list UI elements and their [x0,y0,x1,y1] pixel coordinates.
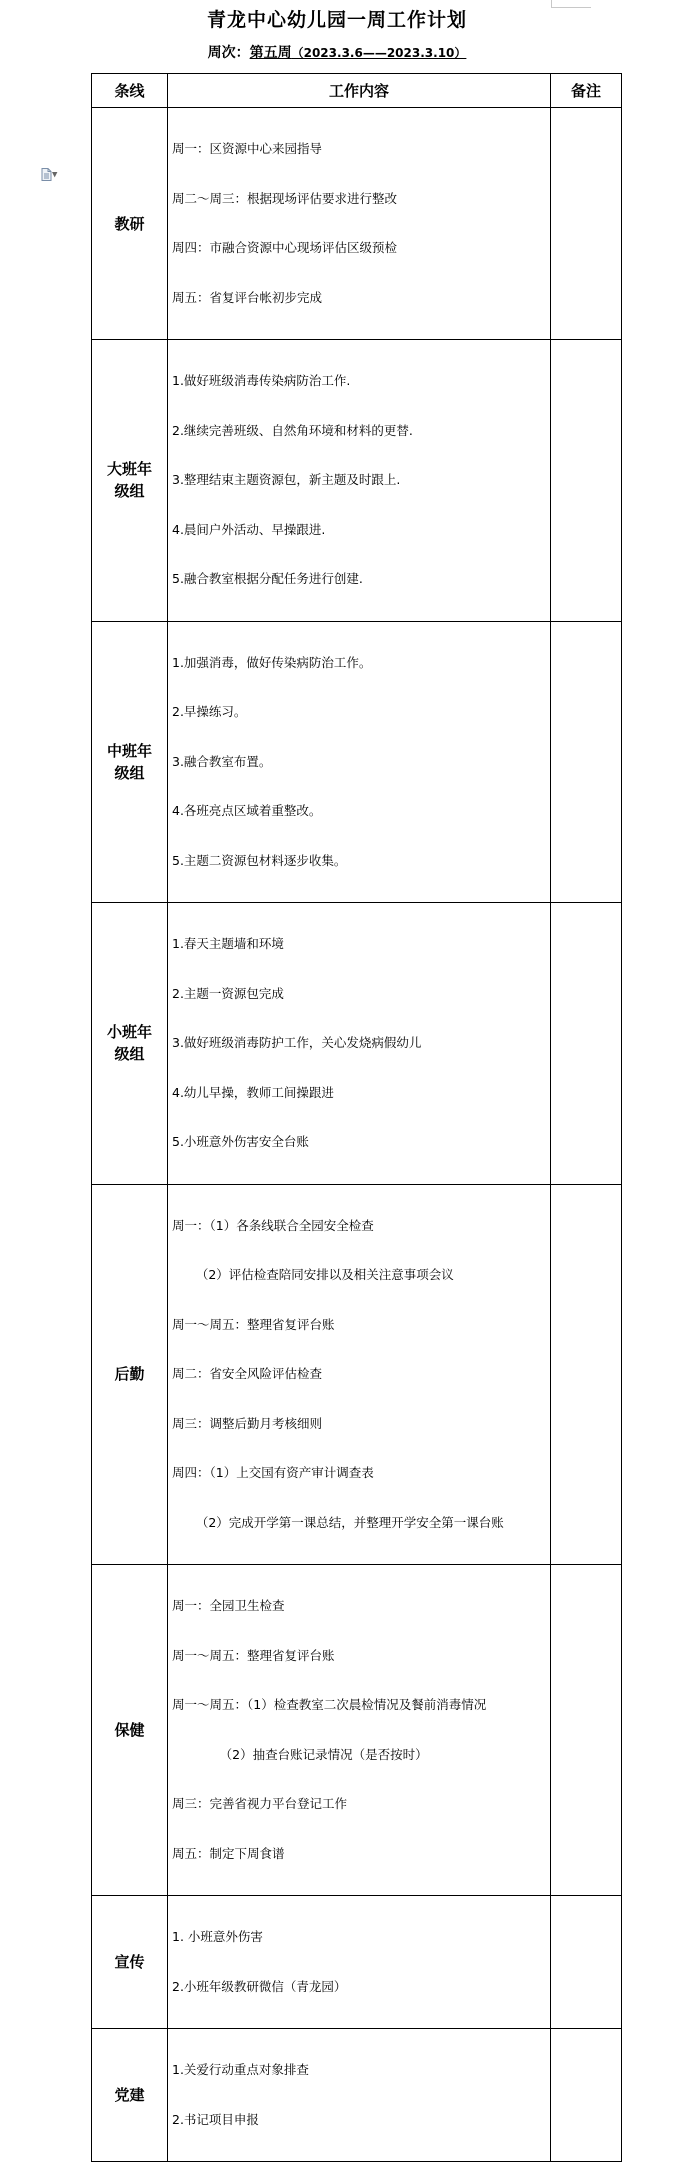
week-line [0,44,674,62]
category-label: 大班年 [106,460,152,479]
content-line: 周一～周五：整理省复评台账 [172,1316,335,1332]
category-label: 级组 [114,482,145,501]
content-line: 2.继续完善班级、自然角环境和材料的更替. [172,422,413,438]
row-note [551,903,622,1185]
row-category [92,340,168,622]
category-label: 级组 [114,763,145,782]
content-line: 周二：省安全风险评估检查 [172,1366,323,1381]
table-row [92,340,622,622]
row-content [168,903,551,1185]
table-row [92,1565,622,1896]
content-line: 1.关爱行动重点对象排查 [172,2062,309,2077]
content-line: 周三：调整后勤月考核细则 [172,1415,323,1431]
row-category [92,2029,168,2162]
content-line: 3.做好班级消毒防护工作，关心发烧病假幼儿 [172,1035,422,1050]
header-category: 条线 [92,74,168,108]
category-label: 保健 [114,1721,145,1739]
chevron-down-icon: ▼ [52,170,58,179]
table-row [92,621,622,903]
header-content: 工作内容 [168,74,551,108]
category-label: 级组 [114,1045,145,1064]
row-content [168,1565,551,1896]
row-category [92,108,168,340]
content-line: 周四：市融合资源中心现场评估区级预检 [172,240,398,255]
content-line: 周五：制定下周食谱 [172,1845,285,1861]
row-content [168,340,551,622]
row-content [168,1184,551,1565]
content-line: 1. 小班意外伤害 [172,1929,263,1944]
content-line: 周一：全园卫生检查 [172,1598,285,1613]
row-category [92,903,168,1185]
row-content [168,621,551,903]
content-line: 5.小班意外伤害安全台账 [172,1134,309,1149]
row-note [551,2029,622,2162]
content-line: 2.早操练习。 [172,704,247,719]
content-line: 5.融合教室根据分配任务进行创建. [172,571,363,586]
content-line: 3.整理结束主题资源包，新主题及时跟上. [172,472,401,487]
content-line: 周五：省复评台帐初步完成 [172,289,323,305]
row-content [168,2029,551,2162]
row-content [168,1896,551,2029]
table-row [92,903,622,1185]
row-note [551,340,622,622]
category-label: 宣传 [114,1953,145,1971]
week-value: 第五周 [249,45,292,61]
document-icon[interactable] [41,167,67,181]
content-line: （2）评估检查陪同安排以及相关注意事项会议 [172,1267,454,1282]
content-line: 周三：完善省视力平台登记工作 [172,1796,348,1811]
table-row [92,108,622,340]
row-category [92,1896,168,2029]
row-note [551,621,622,903]
row-category [92,621,168,903]
content-line: 周四：（1）上交国有资产审计调查表 [172,1465,374,1480]
content-line: 周一：区资源中心来园指导 [172,141,323,156]
category-label: 小班年 [106,1023,152,1042]
content-line: （2）完成开学第一课总结，并整理开学安全第一课台账 [172,1514,504,1530]
content-line: 周一：（1）各条线联合全园安全检查 [172,1217,374,1233]
content-line: 3.融合教室布置。 [172,753,272,769]
content-line: 4.各班亮点区域着重整改。 [172,803,322,818]
category-label: 教研 [114,214,145,233]
row-content [168,108,551,340]
week-label: 周次： [207,45,250,61]
category-label: 党建 [114,2086,145,2104]
row-note [551,1896,622,2029]
content-line: 5.主题二资源包材料逐步收集。 [172,852,347,868]
content-line: 周一～周五：（1）检查教室二次晨检情况及餐前消毒情况 [172,1697,487,1712]
table-row [92,1184,622,1565]
content-line: （2）抽查台账记录情况（是否按时） [172,1746,428,1762]
content-line: 周一～周五：整理省复评台账 [172,1647,335,1663]
week-dates: （2023.3.6——2023.3.10） [291,46,467,60]
table-row [92,2029,622,2162]
content-line: 1.做好班级消毒传染病防治工作. [172,373,351,388]
row-category [92,1184,168,1565]
document-title: 青龙中心幼儿园一周工作计划 [206,9,467,31]
row-note [551,1565,622,1896]
row-note [551,1184,622,1565]
row-note [551,108,622,340]
table-header-row [92,74,622,108]
document-icon-glyph [41,168,52,181]
content-line: 周二～周三：根据现场评估要求进行整改 [172,190,398,206]
table-row [92,1896,622,2029]
weekly-plan-table [91,73,622,2162]
content-line: 4.晨间户外活动、早操跟进. [172,521,326,537]
content-line: 2.小班年级教研微信（青龙园） [172,1978,347,1994]
content-line: 4.幼儿早操，教师工间操跟进 [172,1084,334,1100]
page-corner-mark [551,0,591,8]
content-line: 1.加强消毒，做好传染病防治工作。 [172,654,372,670]
content-line: 2.主题一资源包完成 [172,985,284,1001]
category-label: 中班年 [106,741,152,760]
header-note: 备注 [551,74,622,108]
category-label: 后勤 [114,1365,145,1384]
content-line: 1.春天主题墙和环境 [172,936,284,951]
content-line: 2.书记项目申报 [172,2111,259,2127]
row-category [92,1565,168,1896]
